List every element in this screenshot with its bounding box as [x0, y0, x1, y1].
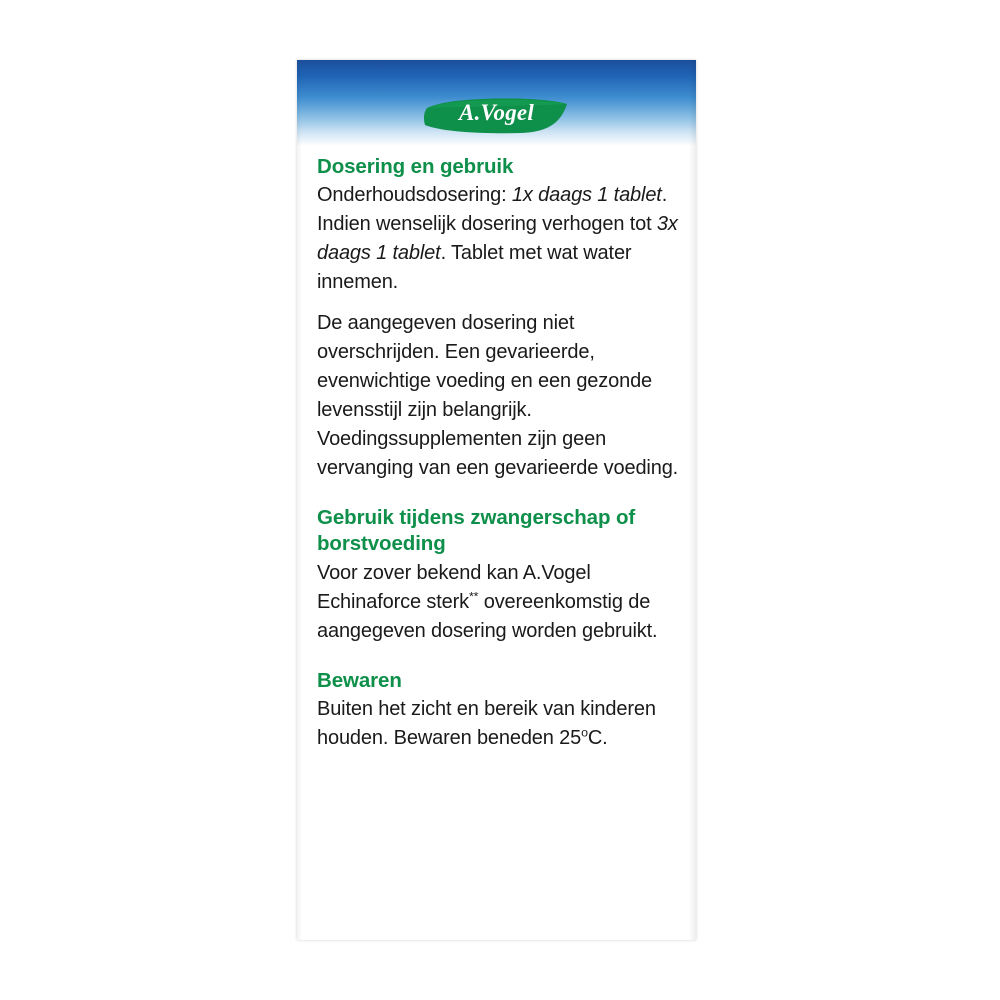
section-dosage-heading: Dosering en gebruik — [317, 155, 514, 178]
section-pregnancy-heading: Gebruik tijdens zwangerschap of borstvoeding — [317, 506, 636, 556]
dosage-run-3: 3x daags 1 tablet — [317, 213, 678, 265]
storage-degree-marker: o — [581, 725, 588, 740]
section-dosage-paragraph-warning: De aangegeven dosering niet overschrijden. Een gevarieerde, evenwichtige voeding en een gezonde levensstijl zijn belangrijk. Voedingssupplementen zijn geen vervanging van een gevarieerde voeding. — [317, 312, 679, 480]
storage-run-2: C. — [587, 726, 608, 749]
pregnancy-run-0: Voor zover bekend kan A.Vogel Echinaforce sterk — [317, 561, 591, 613]
avogel-logo-text: A.Vogel — [459, 100, 534, 125]
pregnancy-run-2: overeenkomstig de aangegeven dosering worden gebruikt. — [317, 590, 658, 642]
carton-right-fold — [689, 60, 696, 940]
section-pregnancy — [317, 505, 682, 645]
section-storage-heading: Bewaren — [317, 668, 402, 692]
panel-text-column — [317, 154, 682, 775]
paragraph-spacer — [317, 297, 682, 309]
section-storage — [317, 668, 682, 753]
section-pregnancy-paragraph — [317, 559, 682, 646]
carton-left-fold — [297, 60, 302, 940]
section-dosage — [317, 154, 682, 483]
avogel-logo — [421, 92, 573, 136]
dosage-run-4: . Tablet met wat water innemen. — [317, 242, 632, 294]
storage-run-0: Buiten het zicht en bereik van kinderen houden. Bewaren beneden 25 — [317, 697, 656, 749]
package-side-panel — [297, 60, 696, 940]
dosage-run-1: 1x daags 1 tablet — [511, 184, 662, 207]
pregnancy-footnote-marker: ** — [468, 589, 479, 604]
dosage-run-2: . Indien wenselijk dosering verhogen tot — [317, 184, 668, 236]
section-storage-paragraph — [317, 695, 682, 753]
dosage-run-0: Onderhoudsdosering: — [317, 184, 512, 207]
section-dosage-paragraph-main — [317, 181, 682, 297]
